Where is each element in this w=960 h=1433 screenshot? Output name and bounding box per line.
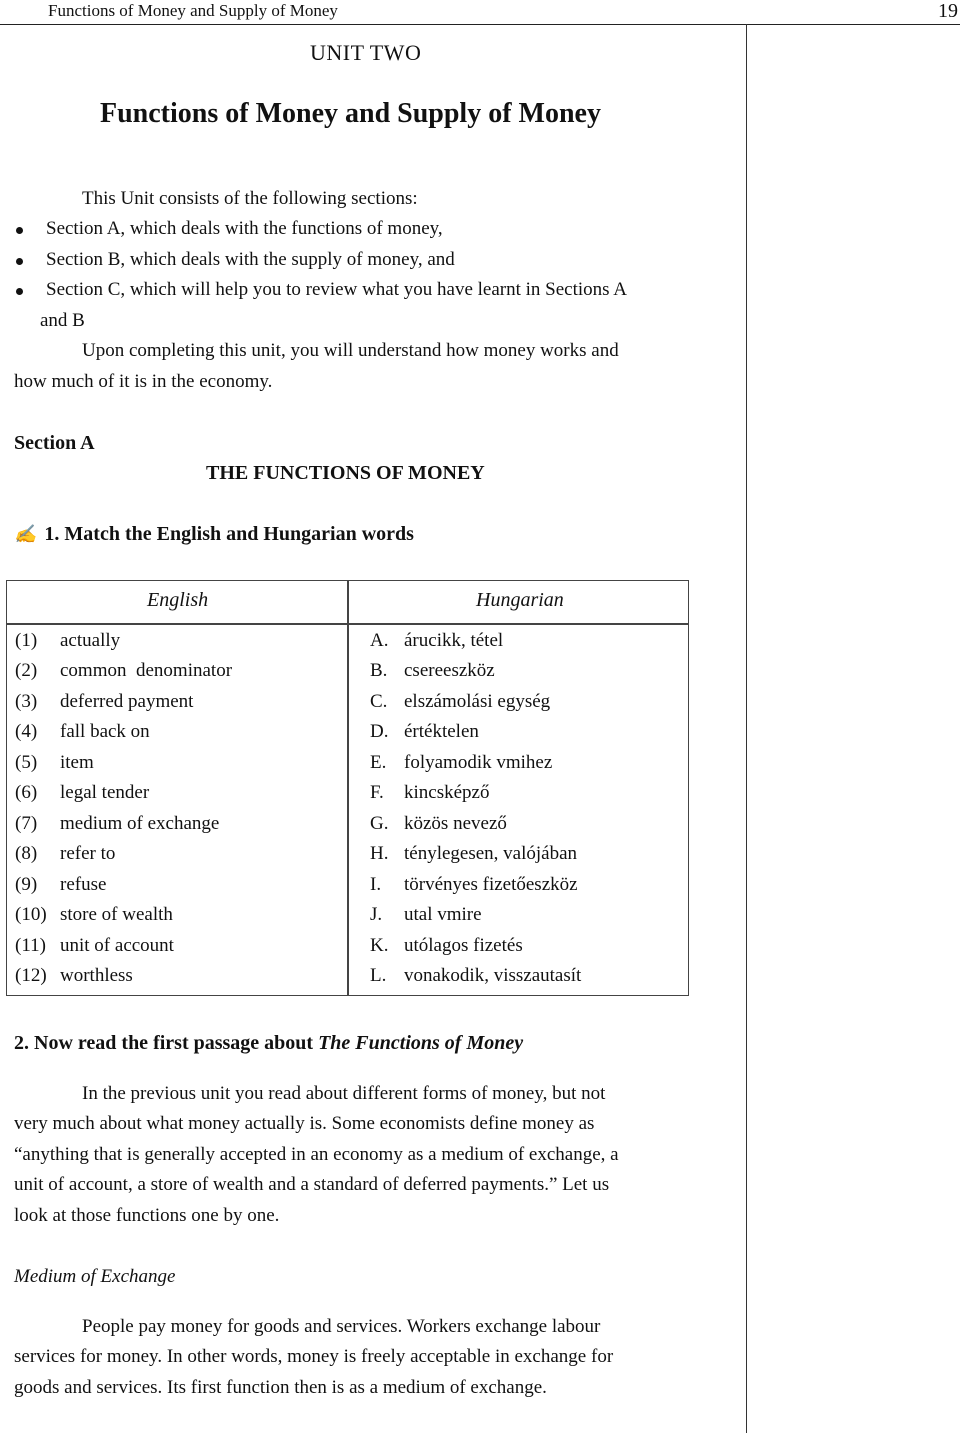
english-term: fall back on xyxy=(60,721,150,742)
hungarian-term: értéktelen xyxy=(404,721,479,742)
hungarian-letter: K. xyxy=(370,935,389,956)
section-heading: THE FUNCTIONS OF MONEY xyxy=(206,462,485,484)
intro-lead: This Unit consists of the following sections: xyxy=(82,188,418,209)
hungarian-term: elszámolási egység xyxy=(404,691,551,712)
english-term: common denominator xyxy=(60,660,233,681)
english-number: (3) xyxy=(15,691,38,712)
hungarian-letter: I. xyxy=(370,874,382,895)
passage-1-line: unit of account, a store of wealth and a standard of deferred payments.” Let us xyxy=(14,1174,610,1195)
task-1-heading xyxy=(14,523,414,546)
hungarian-letter: B. xyxy=(370,660,388,681)
english-term: store of wealth xyxy=(60,904,173,925)
hungarian-letter: J. xyxy=(370,904,383,925)
hungarian-letter: L. xyxy=(370,965,387,986)
unit-label: UNIT TWO xyxy=(310,40,422,65)
task-2-title: The Functions of Money xyxy=(318,1032,524,1054)
running-header xyxy=(0,0,960,25)
hungarian-letter: C. xyxy=(370,691,388,712)
english-term: actually xyxy=(60,630,121,651)
bullet-dot xyxy=(16,258,23,265)
english-number: (4) xyxy=(15,721,38,742)
task-2-prefix: 2. Now read the first passage about xyxy=(14,1032,319,1054)
hungarian-letter: A. xyxy=(370,630,389,651)
subheading-medium-of-exchange: Medium of Exchange xyxy=(14,1266,176,1287)
passage-1-line: look at those functions one by one. xyxy=(14,1205,280,1226)
hungarian-letter: F. xyxy=(370,782,384,803)
intro-outcome-line-2: how much of it is in the economy. xyxy=(14,371,273,392)
english-number: (8) xyxy=(15,843,38,864)
section-label: Section A xyxy=(14,432,95,454)
english-term: deferred payment xyxy=(60,691,194,712)
hungarian-term: közös nevező xyxy=(404,813,507,834)
english-number: (6) xyxy=(15,782,38,803)
pen-icon: ✍ xyxy=(14,524,37,544)
english-number: (12) xyxy=(15,965,47,986)
passage-2-line: goods and services. Its first function then is as a medium of exchange. xyxy=(14,1377,547,1398)
english-term: refuse xyxy=(60,874,107,895)
intro-bullet-3: Section C, which will help you to review what you have learnt in Sections A xyxy=(46,279,627,300)
hungarian-term: ténylegesen, valójában xyxy=(404,843,578,864)
intro-bullet-1: Section A, which deals with the functions of money, xyxy=(46,218,443,239)
english-term: unit of account xyxy=(60,935,174,956)
passage-2-line: services for money. In other words, money is freely acceptable in exchange for xyxy=(14,1346,614,1367)
english-term: item xyxy=(60,752,94,773)
intro-bullet-2: Section B, which deals with the supply of money, and xyxy=(46,249,455,270)
match-table xyxy=(6,580,689,996)
hungarian-term: utólagos fizetés xyxy=(404,935,523,956)
running-title: Functions of Money and Supply of Money xyxy=(48,1,338,20)
margin-rule xyxy=(746,24,747,1433)
english-number: (11) xyxy=(15,935,46,956)
hungarian-term: folyamodik vmihez xyxy=(404,752,553,773)
hungarian-column-header: Hungarian xyxy=(476,589,564,611)
intro-outcome-line-1: Upon completing this unit, you will understand how money works and xyxy=(82,340,619,361)
english-term: refer to xyxy=(60,843,116,864)
english-term: legal tender xyxy=(60,782,150,803)
bullet-dot xyxy=(16,227,23,234)
english-number: (10) xyxy=(15,904,47,925)
passage-1-line: very much about what money actually is. Some economists define money as xyxy=(14,1113,595,1134)
table-header-divider xyxy=(7,623,688,625)
passage-1-line: In the previous unit you read about different forms of money, but not xyxy=(82,1083,606,1104)
hungarian-letter: H. xyxy=(370,843,389,864)
english-number: (1) xyxy=(15,630,38,651)
hungarian-term: árucikk, tétel xyxy=(404,630,504,651)
passage-2-line: People pay money for goods and services. Workers exchange labour xyxy=(82,1316,601,1337)
english-term: medium of exchange xyxy=(60,813,220,834)
table-column-divider xyxy=(347,581,349,995)
intro-bullet-continuation: and B xyxy=(40,310,85,331)
hungarian-term: törvényes fizetőeszköz xyxy=(404,874,578,895)
english-number: (7) xyxy=(15,813,38,834)
hungarian-term: csereeszköz xyxy=(404,660,495,681)
unit-title: Functions of Money and Supply of Money xyxy=(100,98,601,129)
english-column-header: English xyxy=(147,589,209,611)
english-term: worthless xyxy=(60,965,133,986)
english-number: (2) xyxy=(15,660,38,681)
passage-1-line: “anything that is generally accepted in an economy as a medium of exchange, a xyxy=(14,1144,619,1165)
task-2-heading xyxy=(14,1032,523,1055)
task-1-title: 1. Match the English and Hungarian words xyxy=(44,523,414,545)
hungarian-term: kincsképző xyxy=(404,782,490,803)
hungarian-letter: E. xyxy=(370,752,387,773)
bullet-dot xyxy=(16,288,23,295)
page-number: 19 xyxy=(938,0,958,22)
english-number: (9) xyxy=(15,874,38,895)
hungarian-term: utal vmire xyxy=(404,904,482,925)
hungarian-letter: G. xyxy=(370,813,389,834)
hungarian-letter: D. xyxy=(370,721,389,742)
hungarian-term: vonakodik, visszautasít xyxy=(404,965,582,986)
english-number: (5) xyxy=(15,752,38,773)
